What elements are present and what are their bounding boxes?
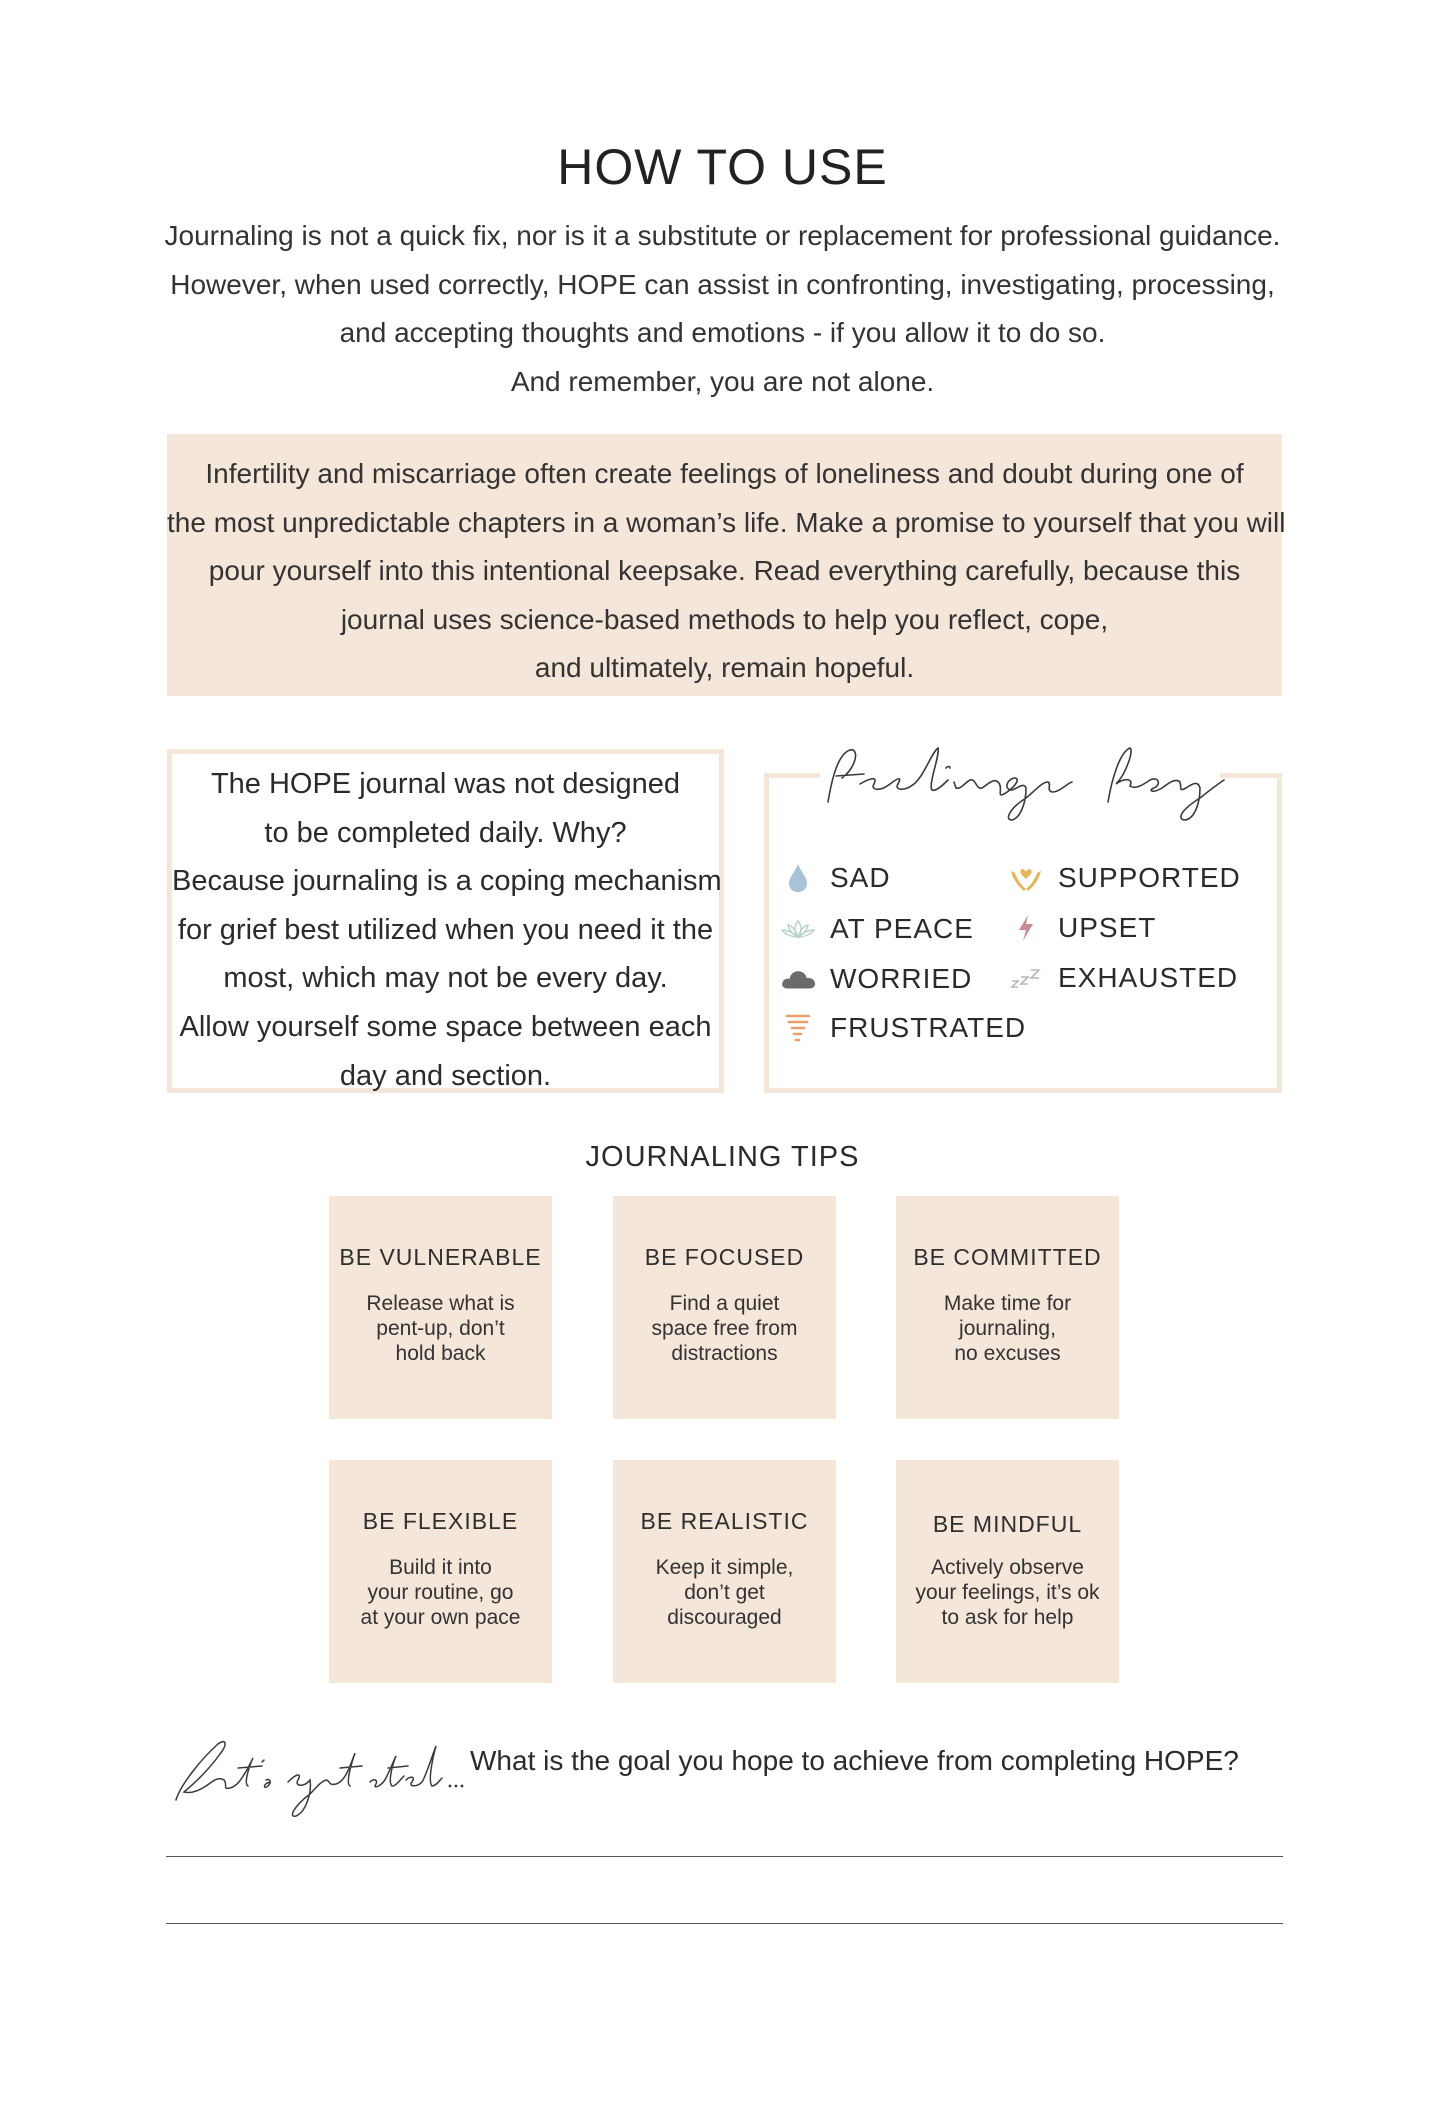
tip-card-committed (896, 1196, 1119, 1419)
feeling-worried (780, 961, 972, 997)
feelings-key-title-script (790, 728, 1250, 828)
daily-note-line: The HOPE journal was not designed (210, 768, 681, 800)
tip-body-line: journaling, (959, 1317, 1056, 1340)
tip-body-line: your routine, go (367, 1581, 514, 1604)
feeling-label: SUPPORTED (1058, 862, 1241, 893)
tip-card-vulnerable (329, 1196, 552, 1419)
daily-note-box (167, 749, 724, 1093)
tip-body-line: Actively observe (931, 1556, 1084, 1579)
daily-note-line: Because journaling is a coping mechanism (172, 865, 722, 898)
hands-heart-icon (1008, 860, 1044, 896)
tip-body-line: at your own pace (360, 1606, 521, 1629)
tip-heading: BE FOCUSED (644, 1244, 805, 1270)
journaling-tips-title: JOURNALING TIPS (585, 1141, 860, 1173)
tip-body-line: Release what is (366, 1292, 515, 1315)
answer-line[interactable] (166, 1856, 1283, 1857)
callout-line: and ultimately, remain hopeful. (534, 652, 915, 683)
sleep-zzz-icon (1008, 960, 1044, 996)
tip-body-line: to ask for help (941, 1606, 1074, 1629)
daily-note-line: to be completed daily. Why? (264, 816, 627, 849)
tip-heading: BE MINDFUL (932, 1511, 1083, 1537)
tip-body-line: Find a quiet (669, 1292, 780, 1315)
tip-body-line: no excuses (954, 1342, 1061, 1365)
tip-card-focused (613, 1196, 836, 1419)
feeling-upset (1008, 910, 1156, 946)
feeling-sad (780, 860, 891, 896)
tip-heading: BE COMMITTED (913, 1244, 1102, 1270)
callout-panel (167, 434, 1286, 696)
cloud-icon (780, 961, 816, 997)
page-title: HOW TO USE (557, 139, 888, 195)
feeling-label: AT PEACE (830, 913, 974, 944)
intro-line: And remember, you are not alone. (510, 365, 935, 397)
tip-card-realistic (613, 1460, 836, 1683)
tip-body-line: hold back (395, 1342, 486, 1365)
tip-body-line: Build it into (389, 1556, 492, 1579)
tornado-icon (780, 1010, 816, 1046)
feeling-label: FRUSTRATED (830, 1012, 1027, 1043)
goal-question: What is the goal you hope to achieve from completing HOPE? (470, 1745, 1239, 1776)
intro-line: and accepting thoughts and emotions - if you allow it to do so. (339, 317, 1106, 348)
water-drop-icon (780, 860, 816, 896)
feeling-at-peace (780, 911, 974, 947)
tip-body-line: discouraged (667, 1606, 782, 1629)
daily-note-line: most, which may not be every day. (223, 962, 668, 995)
lightning-bolt-icon (1008, 910, 1044, 946)
tip-body-line: distractions (671, 1342, 778, 1365)
tip-heading: BE REALISTIC (640, 1508, 809, 1534)
intro-line: However, when used correctly, HOPE can assist in confronting, investigating, processing, (170, 268, 1275, 300)
intro-line: Journaling is not a quick fix, nor is it a substitute or replacement for professional guidance. (164, 220, 1281, 251)
callout-line: the most unpredictable chapters in a woman’s life. Make a promise to yourself that you will (167, 506, 1286, 538)
tip-card-mindful (896, 1460, 1119, 1683)
feeling-label: UPSET (1058, 912, 1157, 943)
intro-paragraph (140, 212, 1305, 406)
answer-line[interactable] (166, 1923, 1283, 1924)
lets-get-started-script (170, 1720, 470, 1820)
tip-heading: BE VULNERABLE (339, 1244, 542, 1270)
feeling-exhausted (1008, 960, 1238, 996)
callout-line: journal uses science-based methods to help you reflect, cope, (340, 603, 1109, 635)
daily-note-line: for grief best utilized when you need it the (177, 913, 714, 946)
daily-note-line: day and section. (339, 1059, 552, 1092)
tip-body-line: your feelings, it’s ok (915, 1581, 1100, 1604)
tip-body-line: Make time for (943, 1292, 1072, 1315)
tip-body-line: space free from (651, 1317, 798, 1340)
feeling-supported (1008, 860, 1241, 896)
feeling-label: EXHAUSTED (1058, 962, 1239, 993)
tip-body-line: don’t get (684, 1581, 765, 1604)
callout-line: Infertility and miscarriage often create feelings of loneliness and doubt during one of (205, 458, 1244, 489)
tip-card-flexible (329, 1460, 552, 1683)
feeling-label: SAD (830, 862, 891, 893)
lotus-icon (780, 911, 816, 947)
tip-heading: BE FLEXIBLE (362, 1508, 519, 1534)
daily-note-line: Allow yourself some space between each (179, 1010, 712, 1043)
tip-body-line: pent-up, don’t (376, 1317, 505, 1340)
feeling-frustrated (780, 1010, 1026, 1046)
tip-body-line: Keep it simple, (655, 1556, 794, 1579)
feeling-label: WORRIED (830, 963, 973, 994)
callout-line: pour yourself into this intentional keepsake. Read everything carefully, because this (208, 555, 1241, 586)
